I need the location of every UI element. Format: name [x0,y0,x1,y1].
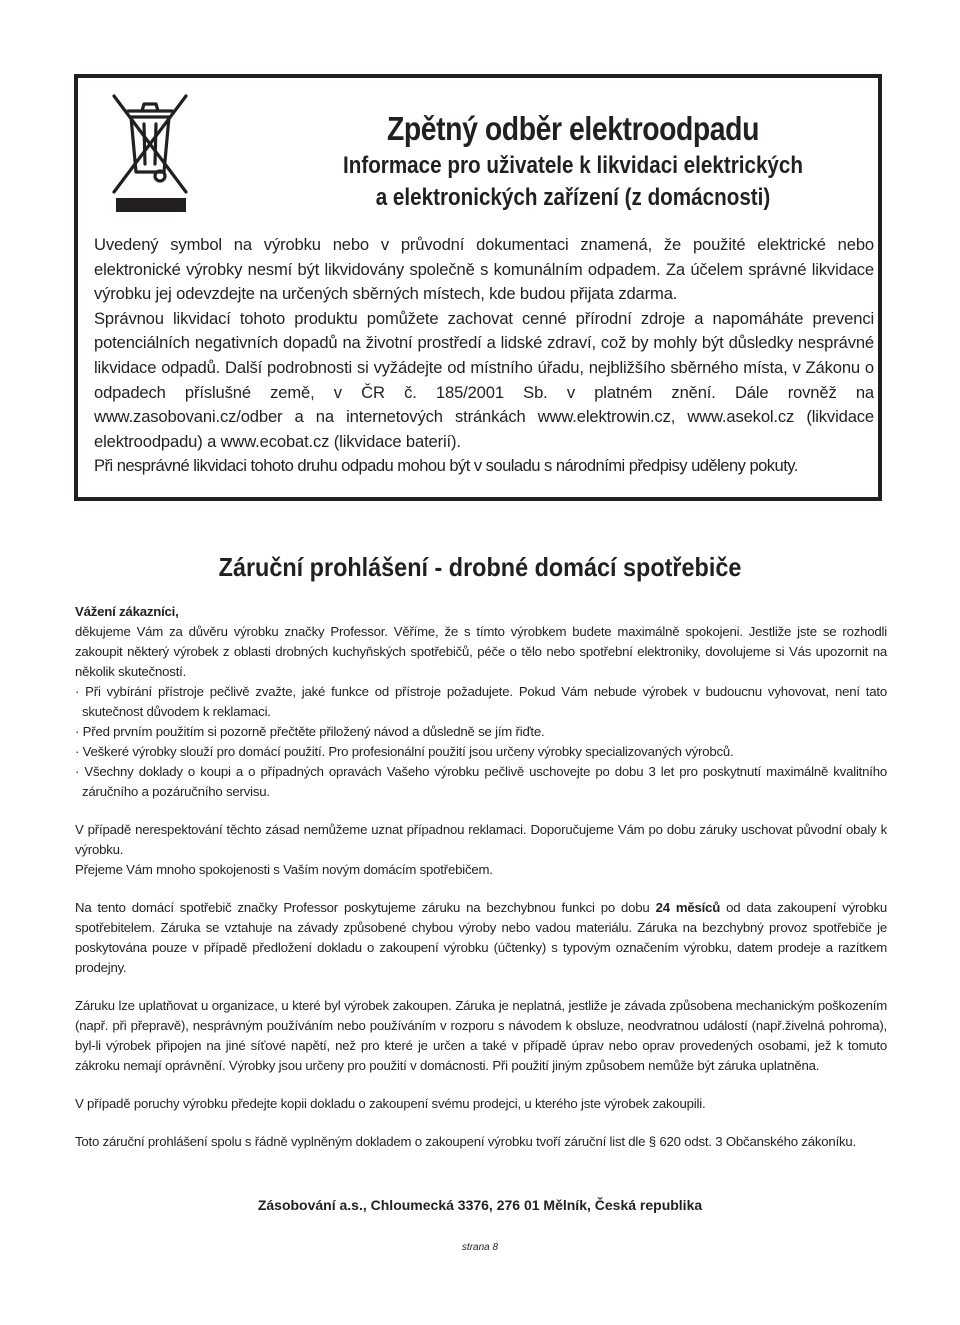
bullet-item: · Všechny doklady o koupi a o případných opravách Vašeho výrobku pečlivě uschovejte po dobu 3 let pro poskytnutí maximálně kvalitního záručního a pozáručního servisu. [75,764,887,799]
weee-title: Zpětný odběr elektroodpadu [386,110,759,147]
bullet-item: · Při vybírání přístroje pečlivě zvažte, jaké funkce od přístroje požadujete. Pokud Vám nebude výrobek v budoucnu vyhovovat, není tato skutečnost důvodem k reklamaci. [75,684,887,719]
bullet-item: · Před prvním použitím si pozorně přečtěte přiložený návod a důsledně se jím řiďte. [75,724,545,739]
weee-subtitle-line-1: Informace pro uživatele k likvidaci elektrických [342,152,804,179]
intro-paragraph: děkujeme Vám za důvěru výrobku značky Professor. Věříme, že s tímto výrobkem budete maximálně spokojeni. Jestliže jste se rozhodli zakoupit některý výrobek z oblasti drobných kuchyňských spotřebičů, péče o tělo nebo spotřební elektroniky, dovolujeme si Vás upozornit na několik skutečností. [75,624,887,679]
weee-paragraph-1: Uvedený symbol na výrobku nebo v průvodní dokumentaci znamená, že použité elektrické nebo elektronické výrobky nesmí být likvidovány společně s komunálním odpadem. Za účelem správné likvidace výrobku jej odevzdejte na určených sběrných místech, kde budou přijata zdarma. [94,235,874,304]
weee-paragraph-3: Při nesprávné likvidaci tohoto druhu odpadu mohou být v souladu s národními předpisy uděleny pokuty. [94,456,798,476]
weee-text [94,233,874,479]
weee-subtitle-line-2: a elektronických zařízení (z domácnosti) [375,184,771,211]
warranty-body [75,602,887,1152]
warranty-title: Záruční prohlášení - drobné domácí spotřebiče [218,552,742,582]
warranty-period-paragraph: Na tento domácí spotřebič značky Professor poskytujeme záruku na bezchybnou funkci po dobu 24 měsíců od data zakoupení výrobku spotřebitelem. Záruka se vztahuje na závady způsobené chybou výroby nebo vadou materiálu. Záruka na bezchybný provoz spotřebiče je poskytována pouze v případě předložení dokladu o zakoupení výrobku (účtenky) s typovým označením výrobku, datem prodeje a razítkem prodejny. [75,900,888,975]
weee-paragraph-2: Správnou likvidací tohoto produktu pomůžete zachovat cenné přírodní zdroje a napomáháte prevenci potenciálních negativních dopadů na životní prostředí a lidské zdraví, což by mohly být důsledky nesprávné likvidace odpadů. Další podrobnosti si vyžádejte od místního úřadu, nejbližšího sběrného místa, v Zákonu o odpadech příslušné země, v ČR č. 185/2001 Sb. v platném znění. Dále rovněž na www.zasobovani.cz/odber a na internetových stránkách www.elektrowin.cz, www.asekol.cz (likvidace elektroodpadu) a www.ecobat.cz (likvidace baterií). [94,308,874,451]
warranty-period: 24 měsíců [655,900,721,915]
reclamation-paragraph: V případě nerespektování těchto zásad nemůžeme uznat případnou reklamaci. Doporučujeme Vám po dobu záruky uschovat původní obaly k výrobku. [75,822,887,857]
greeting: Vážení zákazníci, [75,604,179,619]
crossed-out-wheelie-bin-icon [108,92,192,214]
page-number: strana 8 [461,1242,499,1253]
weee-info-box [74,74,882,501]
wish-paragraph: Přejeme Vám mnoho spokojenosti s Vaším novým domácím spotřebičem. [75,862,493,877]
company-address: Zásobování a.s., Chloumecká 3376, 276 01 Mělník, Česká republika [257,1197,703,1213]
fault-paragraph: V případě poruchy výrobku předejte kopii dokladu o zakoupení svému prodejci, u kterého jste výrobek zakoupili. [75,1096,706,1111]
bullet-item: · Veškeré výrobky slouží pro domácí použití. Pro profesionální použití jsou určeny výrobky specializovaných výrobců. [75,744,734,759]
claims-paragraph: Záruku lze uplatňovat u organizace, u které byl výrobek zakoupen. Záruka je neplatná, jestliže je závada způsobena mechanickým poškozením (např. při přepravě), nesprávným používáním nebo používáním v rozporu s návodem k obsluze, neodvratnou událostí (např.živelná pohroma), byl-li výrobek připojen na jiné síťové napětí, než pro které je určen a také v případě úprav nebo oprav provedených osobami, jež k tomuto zákroku nemají oprávnění. Výrobky jsou určeny pro použití v domácnosti. Při použití jiným způsobem nemůže být záruka uplatněna. [75,998,887,1073]
law-paragraph: Toto záruční prohlášení spolu s řádně vyplněným dokladem o zakoupení výrobku tvoří záruční list dle § 620 odst. 3 Občanského zákoníku. [75,1134,857,1149]
